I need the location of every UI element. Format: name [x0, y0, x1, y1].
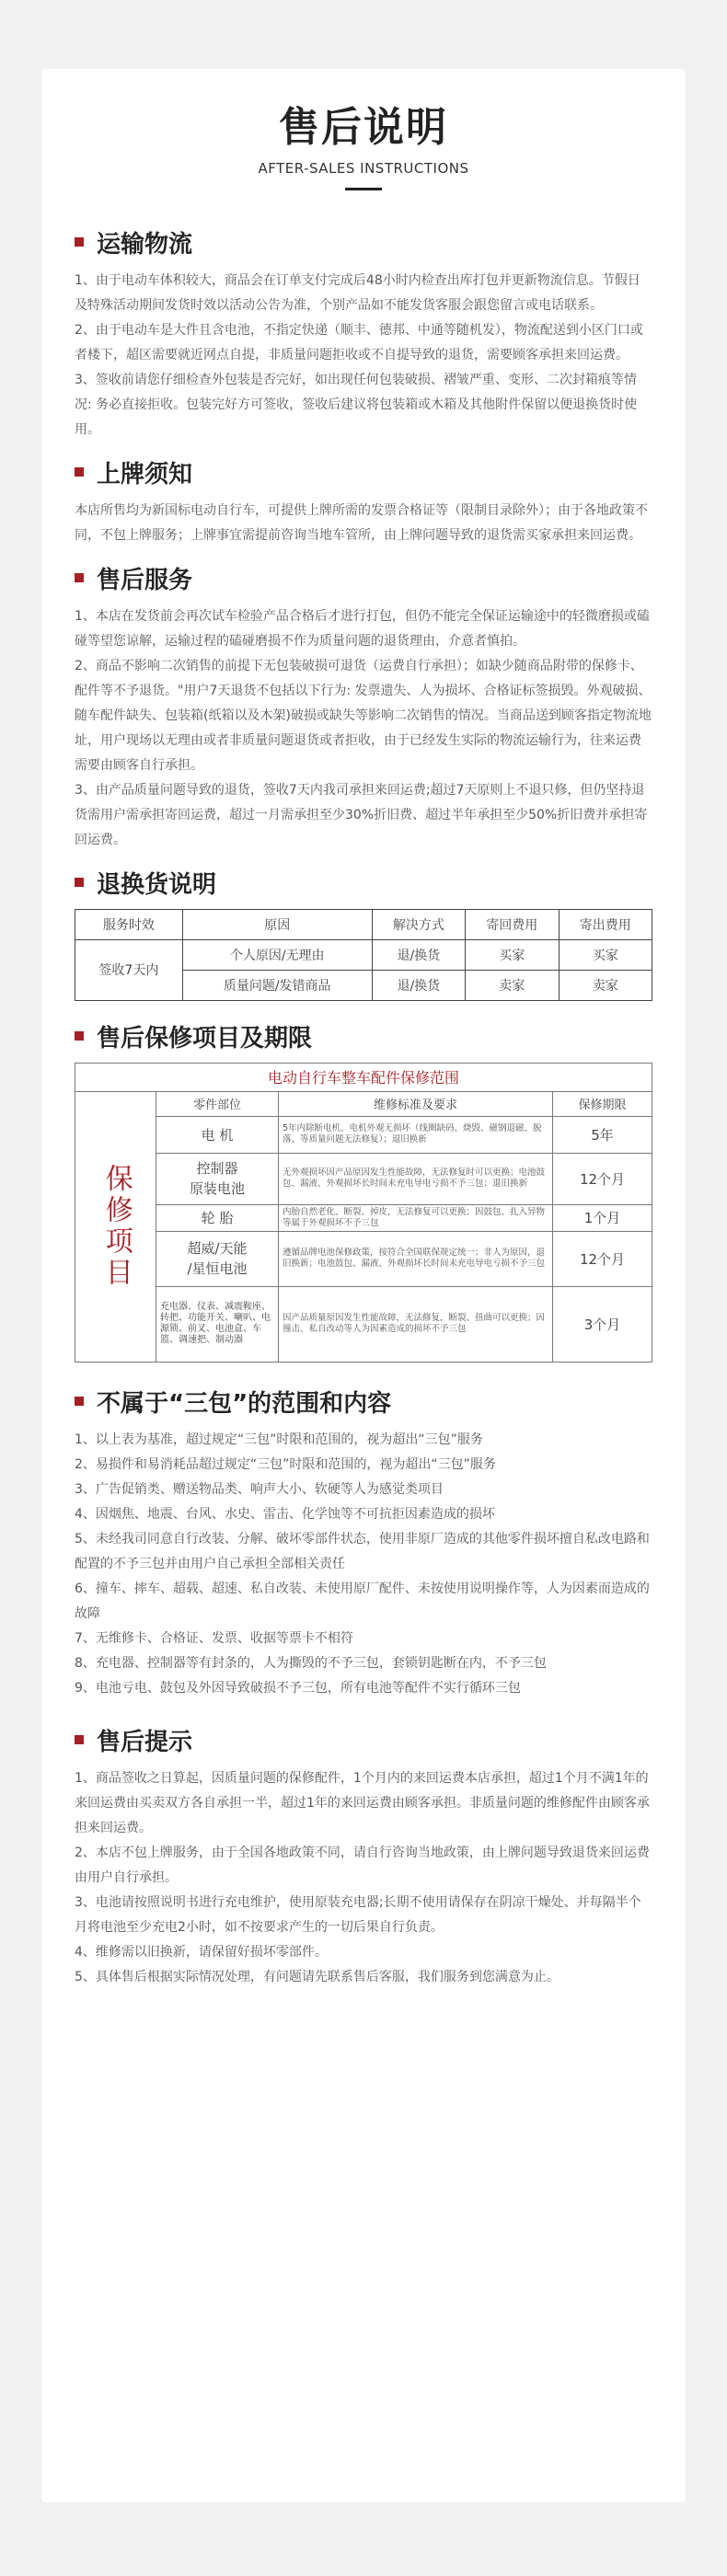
list-item: 1、本店在发货前会再次试车检验产品合格后才进行打包，但仍不能完全保证运输途中的轻微磨损或磕碰等望您谅解，运输过程的磕碰磨损不作为质量问题的退货理由，介意者慎拍。	[75, 608, 650, 649]
table-row	[75, 1153, 652, 1204]
section-title: 售后保修项目及期限	[97, 1024, 313, 1052]
list-item: 1、以上表为基准，超过规定“三包”时限和范围的，视为超出“三包”服务	[75, 1432, 483, 1447]
list-item: 3、签收前请您仔细检查外包装是否完好，如出现任何包装破损、褶皱严重、变形、二次封箱痕等情况: 务必直接拒收。包装完好方可签收，签收后建议将包装箱或木箱及其他附件保留以便退换货时使用。	[75, 372, 638, 437]
warranty-desc: 因产品质量原因发生性能故障，无法修复，断裂、扭曲可以更换；因撞击、私自改动等人为因素造成的损坏不予三包	[279, 1286, 553, 1362]
section-heading-transport	[75, 225, 652, 259]
table-cell: 退/换货	[372, 970, 465, 1000]
section-marker	[75, 1735, 84, 1744]
table-header-cell: 服务时效	[75, 909, 183, 939]
table-header-cell: 原因	[182, 909, 372, 939]
table-header-row	[75, 909, 652, 939]
table-cell: 退/换货	[372, 939, 465, 970]
tips-list	[75, 1766, 652, 1990]
warranty-desc: 内胎自然老化、断裂、掉皮，无法修复可以更换；因鼓包、扎入异物等属于外观损坏不予三包	[279, 1204, 553, 1231]
section-heading-returns	[75, 866, 652, 900]
list-item: 3、广告促销类、赠送物品类、响声大小、软硬等人为感觉类项目	[75, 1481, 444, 1497]
table-cell-period: 签收7天内	[75, 939, 183, 1000]
warranty-period: 12个月	[553, 1153, 652, 1204]
table-cell: 个人原因/无理由	[182, 939, 372, 970]
warranty-period: 5年	[553, 1116, 652, 1153]
section-marker	[75, 1397, 84, 1406]
table-header-cell: 保修期限	[553, 1091, 652, 1116]
list-item: 3、由产品质量问题导致的退货，签收7天内我司承担来回运费;超过7天原则上不退只修，但仍坚持退货需用户需承担寄回运费，超过一月需承担至少30%折旧费、超过半年承担至少50%折旧费并承担寄回运费。	[75, 782, 648, 847]
section-marker	[75, 573, 84, 582]
section-title: 运输物流	[97, 230, 193, 259]
service-list	[75, 604, 652, 853]
list-item: 2、由于电动车是大件且含电池，不指定快递（顺丰、德邦、中通等随机发），物流配送到小区门口或者楼下，超区需要就近网点自提，非质量问题拒收或不自提导致的退货，需要顾客承担来回运费。	[75, 322, 643, 362]
page-title: 售后说明	[279, 104, 448, 151]
list-item: 5、具体售后根据实际情况处理，有问题请先联系售后客服，我们服务到您满意为止。	[75, 1969, 560, 1984]
list-item: 3、电池请按照说明书进行充电维护，使用原装充电器;长期不使用请保存在阴凉干燥处、并每隔半个月将电池至少充电2小时，如不按要求产生的一切后果自行负责。	[75, 1894, 641, 1935]
warranty-part: 充电器、仪表、减震鞍座、转把、功能开关、喇叭、电源锁、前叉、电池盒、车篮、调速把、制动器	[156, 1286, 279, 1362]
section-title: 退换货说明	[97, 870, 217, 899]
section-title: 上牌须知	[97, 460, 193, 489]
page-subtitle: AFTER-SALES INSTRUCTIONS	[258, 159, 469, 177]
exclusions-list	[75, 1428, 652, 1701]
warranty-part: 轮 胎	[156, 1204, 279, 1231]
table-caption-row	[75, 1063, 652, 1091]
transport-list	[75, 269, 652, 443]
table-row	[75, 1231, 652, 1286]
list-item: 4、维修需以旧换新，请保留好损坏零部件。	[75, 1944, 328, 1960]
warranty-caption: 电动自行车整车配件保修范围	[75, 1063, 652, 1091]
section-marker	[75, 878, 84, 887]
section-marker	[75, 1031, 84, 1041]
warranty-period: 1个月	[553, 1204, 652, 1231]
warranty-period: 3个月	[553, 1286, 652, 1362]
warranty-period: 12个月	[553, 1231, 652, 1286]
section-heading-warranty	[75, 1019, 652, 1053]
table-cell: 质量问题/发错商品	[182, 970, 372, 1000]
table-row	[75, 1286, 652, 1362]
warranty-desc: 5年内除断电机、电机外观无损坏（线圈缺码、烧毁、磁钢退磁、脱落、等质量问题无法修复）；退旧换新	[279, 1116, 553, 1153]
returns-table	[75, 909, 652, 1001]
list-item: 7、无维修卡、合格证、发票、收据等票卡不相符	[75, 1630, 353, 1646]
list-item: 2、易损件和易消耗品超过规定“三包”时限和范围的，视为超出“三包”服务	[75, 1456, 496, 1472]
list-item: 4、因烟焦、地震、台风、水史、雷击、化学蚀等不可抗拒因素造成的损坏	[75, 1506, 495, 1522]
warranty-table	[75, 1063, 652, 1363]
section-marker	[75, 237, 84, 247]
warranty-side-label: 保修项目	[75, 1091, 156, 1362]
plate-text: 本店所售均为新国标电动自行车，可提供上牌所需的发票合格证等（限制目录除外）；由于各地政策不同，不包上牌服务；上牌事宜需提前咨询当地车管所，由上牌问题导致的退货需买家承担来回运费。	[75, 502, 648, 543]
section-title: 售后服务	[97, 566, 193, 594]
warranty-part: 超威/天能 /星恒电池	[156, 1231, 279, 1286]
table-cell: 卖家	[559, 970, 652, 1000]
table-cell: 买家	[559, 939, 652, 970]
section-heading-tips	[75, 1723, 652, 1757]
table-header-cell: 零件部位	[156, 1091, 279, 1116]
section-title: 不属于“三包”的范围和内容	[97, 1389, 392, 1418]
title-underline	[345, 188, 382, 190]
section-marker	[75, 467, 84, 477]
list-item: 1、由于电动车体积较大，商品会在订单支付完成后48小时内检查出库打包并更新物流信息。节假日及特殊活动期间发货时效以活动公告为准，个别产品如不能发货客服会跟您留言或电话联系。	[75, 272, 640, 313]
table-header-cell: 寄回费用	[466, 909, 559, 939]
table-row	[75, 1116, 652, 1153]
warranty-part: 电 机	[156, 1116, 279, 1153]
table-row	[75, 939, 652, 970]
warranty-desc: 无外观损坏因产品原因发生性能故障，无法修复时可以更换；电池鼓包、漏液、外观损坏长时间未充电导电亏损不予三包；退旧换新	[279, 1153, 553, 1204]
list-item: 5、未经我司同意自行改装、分解、破坏零部件状态，使用非原厂造成的其他零件损坏擅自私改电路和配置的不予三包并由用户自己承担全部相关责任	[75, 1531, 650, 1571]
table-cell: 买家	[466, 939, 559, 970]
section-heading-service	[75, 561, 652, 595]
list-item: 8、充电器、控制器等有封条的，人为撕毁的不予三包，套锁钥匙断在内，不予三包	[75, 1655, 547, 1671]
list-item: 2、本店不包上牌服务，由于全国各地政策不同，请自行咨询当地政策，由上牌问题导致退货来回运费由用户自行承担。	[75, 1845, 650, 1885]
list-item: 1、商品签收之日算起，因质量问题的保修配件，1个月内的来回运费本店承担，超过1个月不满1年的来回运费由买卖双方各自承担一半，超过1年的来回运费由顾客承担。非质量问题的维修配件由顾客承担来回运费。	[75, 1770, 650, 1835]
list-item: 2、商品不影响二次销售的前提下无包装破损可退货（运费自行承担）；如缺少随商品附带的保修卡、配件等不予退货。"用户7天退货不包括以下行为: 发票遗失、人为损坏、合格证标签损毁。外观破损、随车配件缺失、包装箱(纸箱以及木架)破损或缺失等影响二次销售的情况。当商品送到顾客指定物流地址，用户现场以无理由或者非质量问题退货或者拒收，由于已经发生实际的物流运输行为，往来运费需要由顾客自行承担。	[75, 658, 652, 773]
warranty-part: 控制器 原装电池	[156, 1153, 279, 1204]
table-header-cell: 寄出费用	[559, 909, 652, 939]
instructions-card	[41, 69, 686, 2502]
list-item: 9、电池亏电、鼓包及外因导致破损不予三包，所有电池等配件不实行循环三包	[75, 1680, 521, 1696]
table-header-cell: 维修标准及要求	[279, 1091, 553, 1116]
list-item: 6、撞车、摔车、超载、超速、私自改装、未使用原厂配件、未按使用说明操作等，人为因素而造成的故障	[75, 1581, 650, 1621]
page-header	[75, 69, 652, 190]
warranty-desc: 遵循品牌电池保修政策，按符合全国联保规定统一；非人为原因，退旧换新；电池鼓包、漏液、外观损坏长时间未充电导电亏损不予三包	[279, 1231, 553, 1286]
section-heading-plate	[75, 455, 652, 489]
table-header-cell: 解决方式	[372, 909, 465, 939]
section-title: 售后提示	[97, 1728, 193, 1756]
table-cell: 卖家	[466, 970, 559, 1000]
table-row	[75, 1204, 652, 1231]
table-header-row	[75, 1091, 652, 1116]
section-heading-exclusions	[75, 1385, 652, 1419]
